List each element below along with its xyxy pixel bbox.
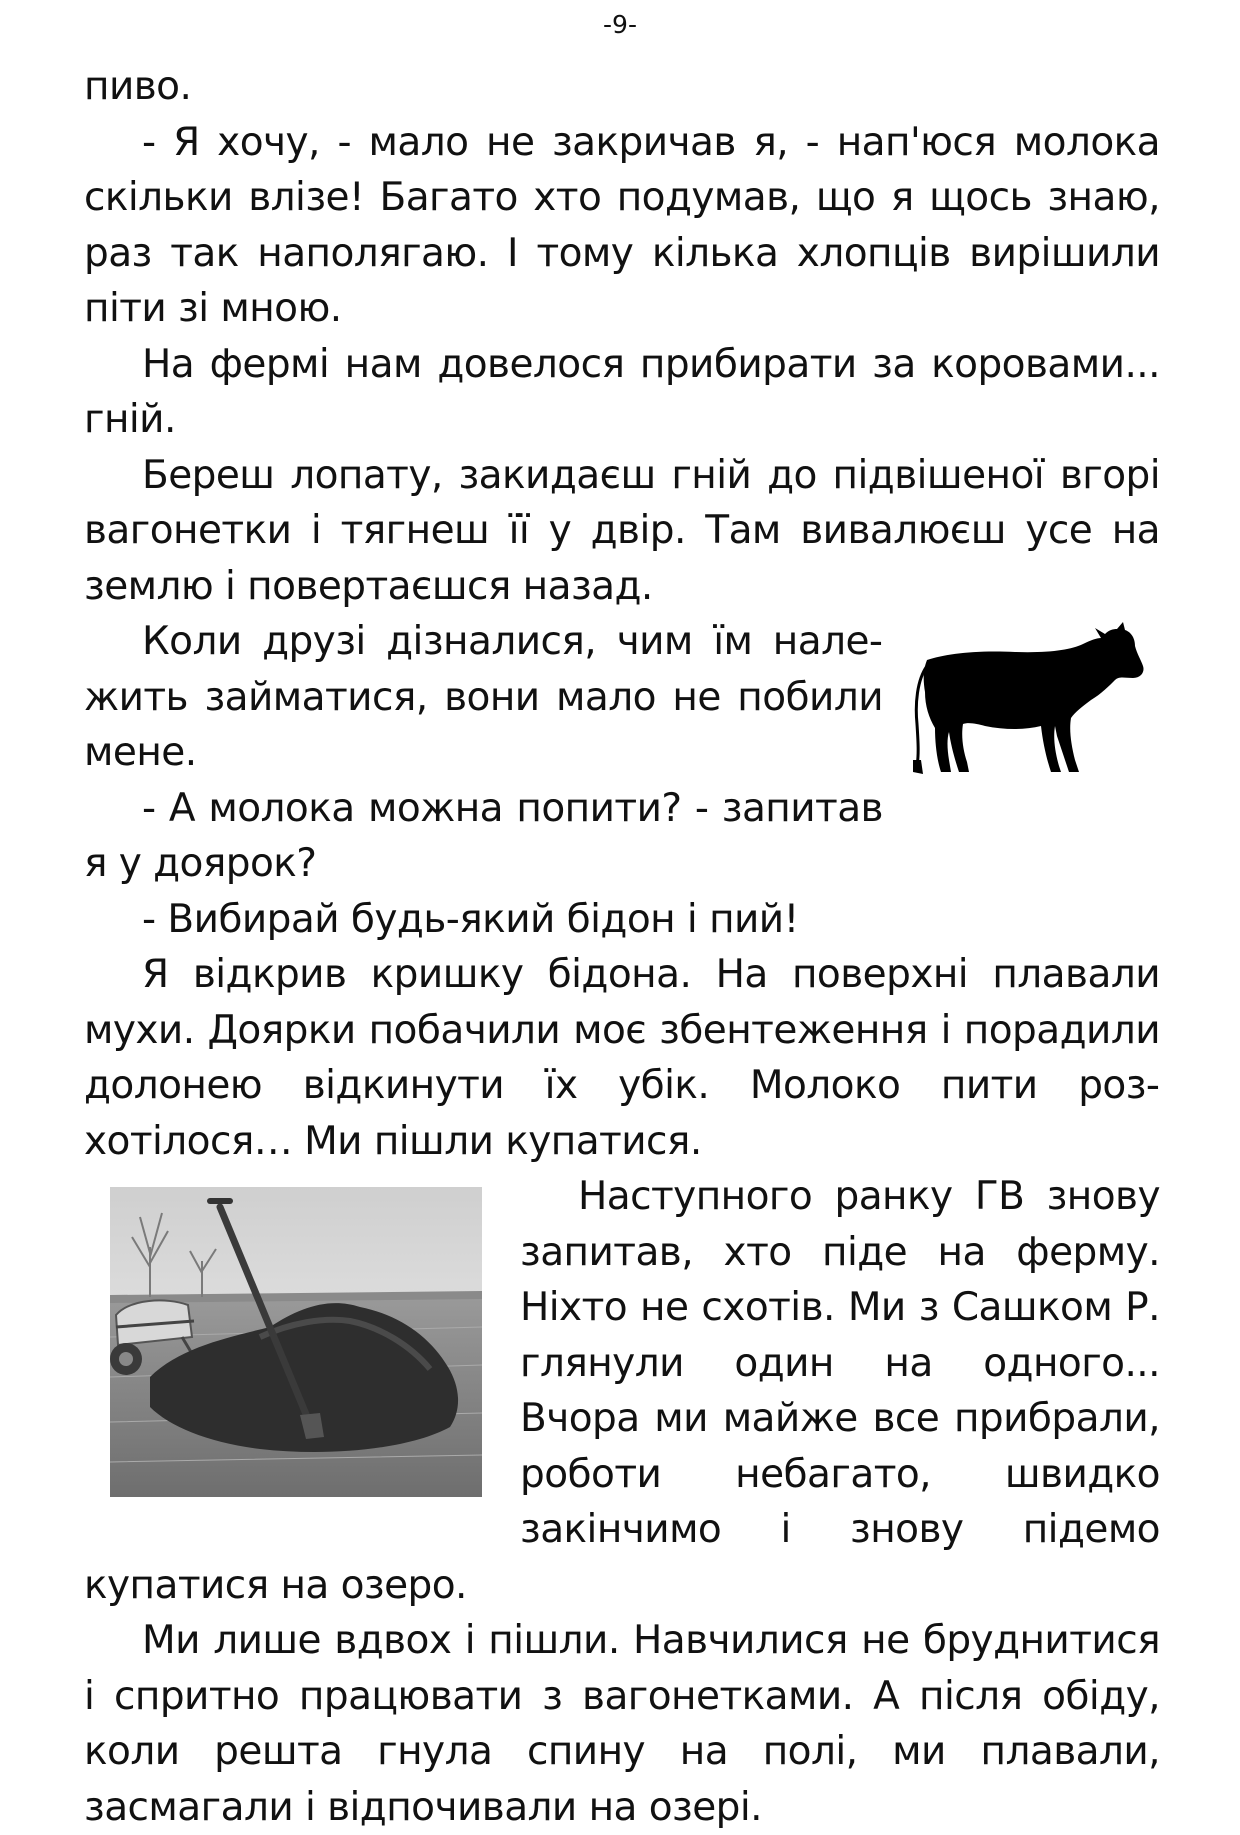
shovel-manure-photo: [110, 1187, 482, 1497]
paragraph: Наступного ранку ГВ знову запитав, хто піде на ферму. Ніхто не схотів. Ми з Сашком Р. глянули один на одного... Вчора ми майже все прибрали, роботи небагато, швидко закінчимо і знову підемо купатися на озеро.: [84, 1174, 1160, 1608]
paragraph: - А молока можна попити? - запитав я у доярок?: [84, 785, 883, 886]
paragraph: Коли друзі дізналися, чим їм належить займатися, вони мало не побили мене.: [84, 619, 883, 775]
page-number: -9-: [603, 10, 637, 39]
paragraph: Ми лише вдвох і пішли. Навчилися не бруднитися і спритно працювати з вагонетками. А після обіду, коли решта гнула спину на полі, ми плавали, засмагали і відпочивали на озері.: [84, 1618, 1160, 1830]
paragraph: - Я хочу, - мало не закричав я, - нап'юся молока скільки влізе! Багато хто подумав, що я щось знаю, раз так наполягаю. І тому кілька хлопців вирішили піти зі мною.: [84, 119, 1160, 331]
cow-silhouette-icon: [905, 620, 1160, 778]
text-column: [84, 59, 1160, 1835]
paragraph: На фермі нам довелося прибирати за коровами... гній.: [84, 341, 1160, 442]
paragraph: пиво.: [84, 64, 192, 109]
paragraph: - Вибирай будь-який бідон і пий!: [142, 896, 799, 942]
paragraph: Береш лопату, закидаєш гній до підвішеної вгорі вагонетки і тягнеш її у двір. Там вивалюєш усе на землю і повертаєшся назад.: [84, 452, 1160, 609]
paragraph: Я відкрив кришку бідона. На поверхні плавали мухи. Доярки побачили моє збентеження і порадили долонею відкинути їх убік. Молоко пити розхотілося… Ми пішли купатися.: [84, 952, 1160, 1164]
